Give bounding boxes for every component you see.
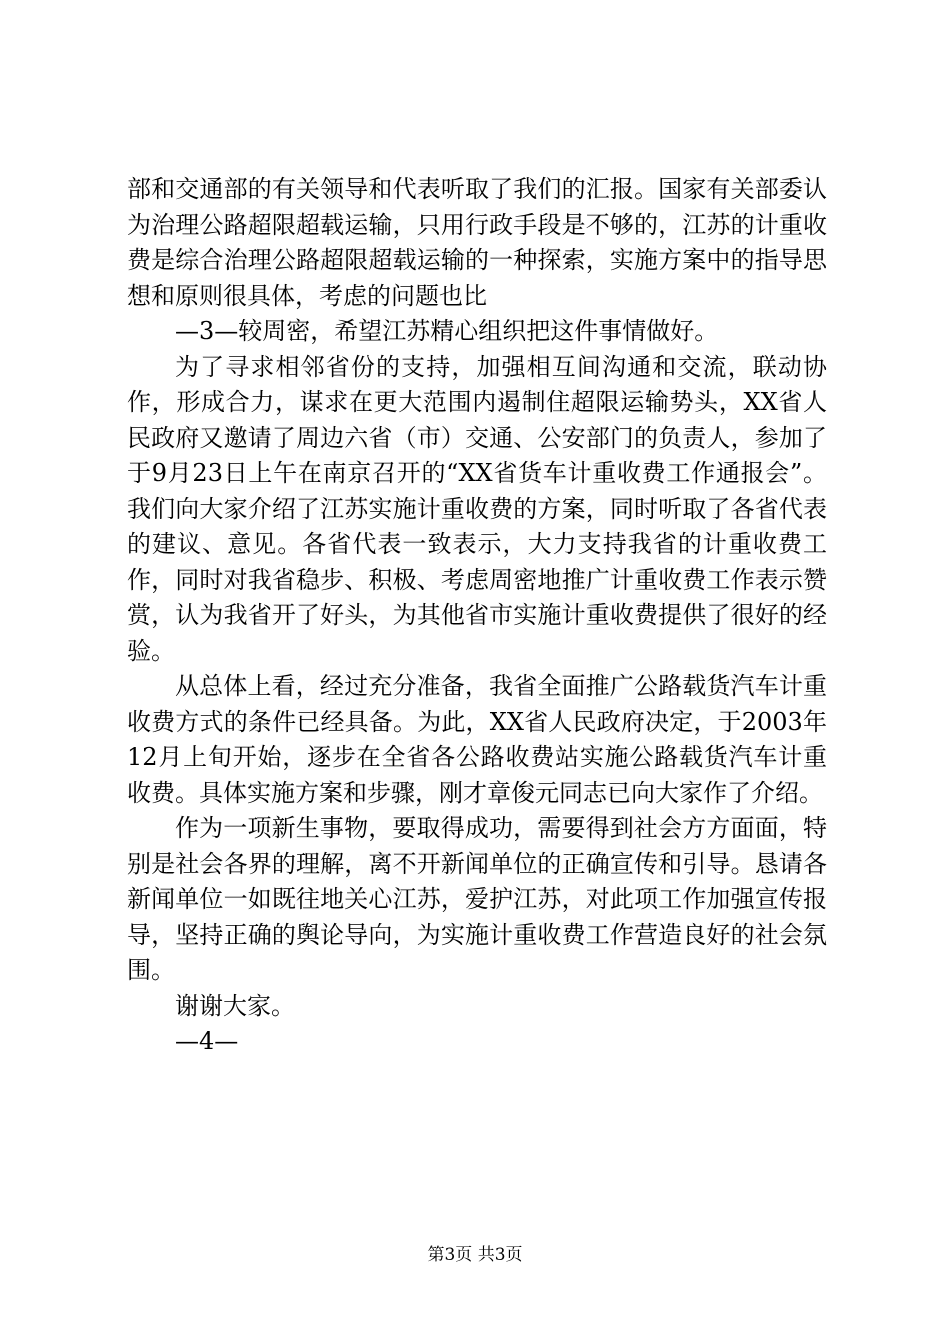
- paragraph-4: 从总体上看，经过充分准备，我省全面推广公路载货汽车计重收费方式的条件已经具备。为此，XX省人民政府决定，于2003年12月上旬开始，逐步在全省各公路收费站实施公路载货汽车计重收费。具体实施方案和步骤，刚才章俊元同志已向大家作了介绍。: [127, 672, 827, 807]
- paragraph-1: 部和交通部的有关领导和代表听取了我们的汇报。国家有关部委认为治理公路超限超载运输，只用行政手段是不够的，江苏的计重收费是综合治理公路超限超载运输的一种探索，实施方案中的指导思想和原则很具体，考虑的问题也比: [127, 175, 827, 310]
- page-footer: 第3页 共3页: [427, 1245, 523, 1265]
- paragraph-7: —4—: [175, 1027, 239, 1055]
- paragraph-6: 谢谢大家。: [175, 991, 295, 1020]
- paragraph-5: 作为一项新生事物，要取得成功，需要得到社会方方面面，特别是社会各界的理解，离不开新闻单位的正确宣传和引导。恳请各新闻单位一如既往地关心江苏，爱护江苏，对此项工作加强宣传报导，坚持正确的舆论导向，为实施计重收费工作营造良好的社会氛围。: [127, 814, 827, 984]
- paragraph-2: —3—较周密，希望江苏精心组织把这件事情做好。: [175, 317, 719, 345]
- paragraph-3: 为了寻求相邻省份的支持，加强相互间沟通和交流，联动协作，形成合力，谋求在更大范围内遏制住超限运输势头，XX省人民政府又邀请了周边六省（市）交通、公安部门的负责人，参加了于9月23日上午在南京召开的“XX省货车计重收费工作通报会”。我们向大家介绍了江苏实施计重收费的方案，同时听取了各省代表的建议、意见。各省代表一致表示，大力支持我省的计重收费工作，同时对我省稳步、积极、考虑周密地推广计重收费工作表示赞赏，认为我省开了好头，为其他省市实施计重收费提供了很好的经验。: [127, 352, 827, 665]
- document-body: [127, 172, 827, 1060]
